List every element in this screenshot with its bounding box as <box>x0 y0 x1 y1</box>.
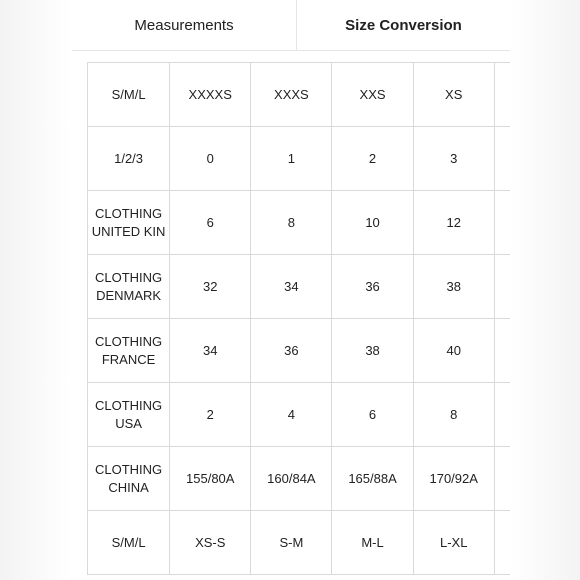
row-label-cell: CLOTHING UNITED KIN <box>88 191 170 255</box>
table-cell: 2 <box>170 383 251 447</box>
table-row <box>88 255 511 319</box>
table-cell: 6 <box>170 191 251 255</box>
table-row <box>88 127 511 191</box>
table-row <box>88 191 511 255</box>
table-cell: 6 <box>332 383 413 447</box>
table-cell: 165/88A <box>332 447 413 511</box>
table-cell: 38 <box>332 319 413 383</box>
row-label-cell: S/M/L <box>88 63 170 127</box>
table-row <box>88 319 511 383</box>
table-cell: 170/92A <box>413 447 494 511</box>
table-row <box>88 447 511 511</box>
table-cell: 0 <box>170 127 251 191</box>
table-cell: 2 <box>332 127 413 191</box>
table-cell-overflow <box>494 191 510 255</box>
size-conversion-table-scroll[interactable] <box>87 62 510 580</box>
table-cell: 4 <box>251 383 332 447</box>
size-guide-tabs <box>72 0 510 51</box>
table-cell: XXXXS <box>170 63 251 127</box>
table-cell: S-M <box>251 511 332 575</box>
table-cell: 36 <box>251 319 332 383</box>
row-label-cell: CLOTHING USA <box>88 383 170 447</box>
row-label-cell: CLOTHING FRANCE <box>88 319 170 383</box>
row-label-cell: CLOTHING CHINA <box>88 447 170 511</box>
table-cell: 160/84A <box>251 447 332 511</box>
table-cell: L-XL <box>413 511 494 575</box>
table-cell: 40 <box>413 319 494 383</box>
row-label-cell: 1/2/3 <box>88 127 170 191</box>
table-cell-overflow <box>494 383 510 447</box>
table-cell: 36 <box>332 255 413 319</box>
table-cell-overflow <box>494 127 510 191</box>
table-row <box>88 383 511 447</box>
row-label-cell: S/M/L <box>88 511 170 575</box>
table-cell: XXXS <box>251 63 332 127</box>
table-cell-overflow <box>494 319 510 383</box>
table-cell: 12 <box>413 191 494 255</box>
table-body <box>88 63 511 575</box>
size-conversion-table <box>87 62 510 575</box>
size-guide-panel <box>72 0 510 580</box>
row-label-cell: CLOTHING DENMARK <box>88 255 170 319</box>
table-cell: 3 <box>413 127 494 191</box>
table-cell: XS-S <box>170 511 251 575</box>
table-cell: 38 <box>413 255 494 319</box>
tab-measurements[interactable]: Measurements <box>72 0 297 50</box>
table-cell: 34 <box>170 319 251 383</box>
table-cell: 32 <box>170 255 251 319</box>
table-cell: 155/80A <box>170 447 251 511</box>
table-cell-overflow <box>494 447 510 511</box>
table-cell: 10 <box>332 191 413 255</box>
table-cell: XS <box>413 63 494 127</box>
table-cell-overflow <box>494 511 510 575</box>
table-cell: 1 <box>251 127 332 191</box>
table-cell-overflow <box>494 255 510 319</box>
table-cell: M-L <box>332 511 413 575</box>
table-row <box>88 511 511 575</box>
table-cell: XXS <box>332 63 413 127</box>
tab-size-conversion[interactable]: Size Conversion <box>345 16 462 34</box>
table-cell: 8 <box>251 191 332 255</box>
table-cell-overflow <box>494 63 510 127</box>
table-cell: 34 <box>251 255 332 319</box>
table-row <box>88 63 511 127</box>
table-cell: 8 <box>413 383 494 447</box>
